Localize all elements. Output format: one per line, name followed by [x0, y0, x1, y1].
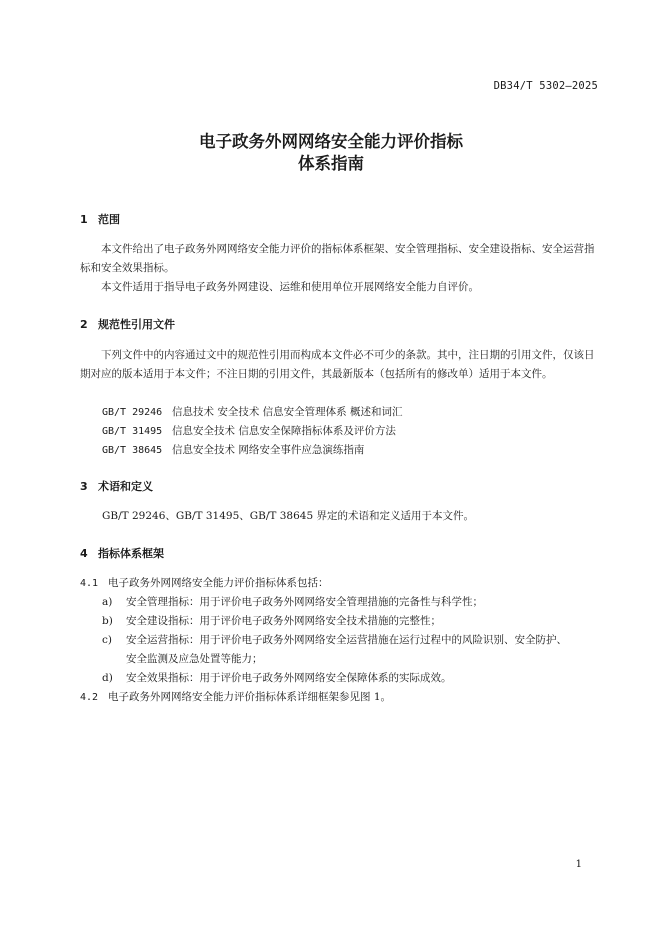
document-number: DB34/T 5302—2025 — [493, 80, 598, 92]
list-text: 安全建设指标：用于评价电子政务外网网络安全技术措施的完整性； — [126, 615, 441, 627]
section-heading-normative-references — [80, 316, 175, 332]
section-title: 范围 — [98, 213, 120, 226]
clause-text: 电子政务外网网络安全能力评价指标体系包括： — [108, 577, 329, 589]
reference-title: 信息安全技术 网络安全事件应急演练指南 — [172, 444, 365, 456]
list-item — [102, 631, 598, 669]
section-number: 2 — [80, 318, 88, 331]
document-title-line1: 电子政务外网网络安全能力评价指标 — [199, 132, 463, 151]
list-text-continuation: 安全监测及应急处置等能力； — [126, 653, 263, 665]
clause-4-1 — [80, 574, 329, 593]
scope-paragraph-1: 本文件给出了电子政务外网网络安全能力评价的指标体系框架、安全管理指标、安全建设指标、安全运营指标和安全效果指标。 — [80, 243, 595, 274]
list-marker: d) — [102, 672, 113, 684]
list-text: 安全效果指标：用于评价电子政务外网网络安全保障体系的实际成效。 — [126, 672, 452, 684]
list-marker: b) — [102, 615, 113, 627]
list-item — [102, 669, 598, 688]
reference-code: GB/T 31495 — [102, 426, 163, 437]
section-heading-scope — [80, 211, 120, 227]
list-text: 安全运营指标：用于评价电子政务外网网络安全运营措施在运行过程中的风险识别、安全防护、 — [126, 634, 567, 646]
document-title-line2: 体系指南 — [298, 154, 364, 173]
clause-text: 电子政务外网网络安全能力评价指标体系详细框架参见图 1。 — [108, 691, 392, 703]
references-intro-paragraph: 下列文件中的内容通过文中的规范性引用而构成本文件必不可少的条款。其中，注日期的引用文件，仅该日期对应的版本适用于本文件；不注日期的引用文件，其最新版本（包括所有的修改单）适用于本文件。 — [80, 349, 595, 380]
reference-code: GB/T 29246 — [102, 407, 163, 418]
clause-number: 4.2 — [80, 692, 99, 703]
clause-number: 4.1 — [80, 578, 99, 589]
list-item — [102, 593, 598, 612]
list-marker: a) — [102, 596, 113, 608]
section-title: 规范性引用文件 — [98, 318, 175, 331]
section-heading-framework — [80, 545, 164, 561]
list-marker: c) — [102, 634, 112, 646]
reference-title: 信息安全技术 信息安全保障指标体系及评价方法 — [172, 425, 396, 437]
clause-4-2 — [80, 688, 391, 707]
section-heading-terms — [80, 478, 153, 494]
scope-paragraph-2: 本文件适用于指导电子政务外网建设、运维和使用单位开展网络安全能力自评价。 — [101, 281, 479, 293]
list-item — [102, 612, 598, 631]
reference-item — [102, 422, 396, 441]
reference-item — [102, 441, 364, 460]
reference-item — [102, 403, 403, 422]
section-number: 4 — [80, 547, 88, 560]
page-number: 1 — [575, 859, 582, 870]
section-title: 术语和定义 — [98, 480, 153, 493]
section-number: 1 — [80, 213, 88, 226]
reference-code: GB/T 38645 — [102, 445, 163, 456]
list-text: 安全管理指标：用于评价电子政务外网网络安全管理措施的完备性与科学性； — [126, 596, 483, 608]
section-title: 指标体系框架 — [98, 547, 164, 560]
section-number: 3 — [80, 480, 88, 493]
terms-paragraph: GB/T 29246、GB/T 31495、GB/T 38645 界定的术语和定义适用于本文件。 — [102, 510, 474, 522]
reference-title: 信息技术 安全技术 信息安全管理体系 概述和词汇 — [172, 406, 403, 418]
